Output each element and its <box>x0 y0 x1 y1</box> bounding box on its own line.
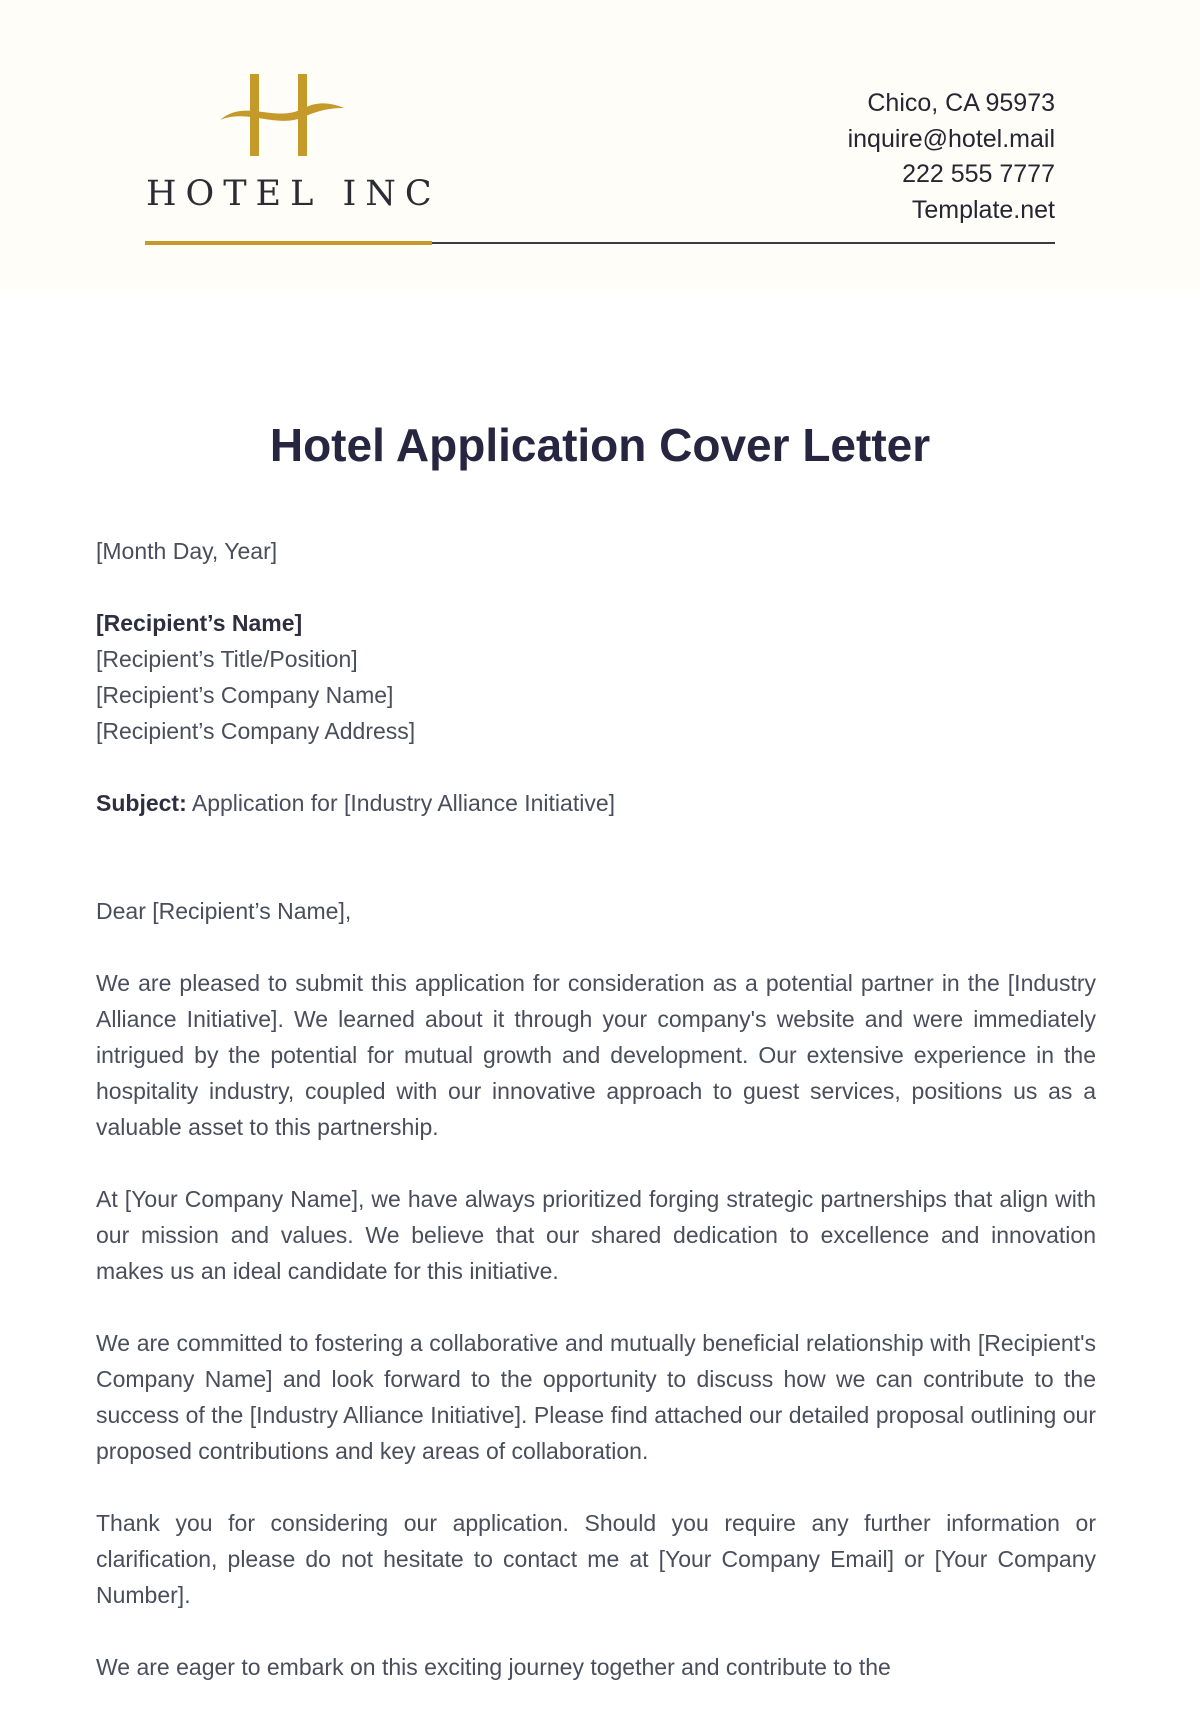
subject-text: Application for [Industry Alliance Initiative] <box>186 790 616 816</box>
subject-label: Subject: <box>96 790 187 816</box>
letter-body <box>96 533 1096 1721</box>
subject-line <box>96 785 1096 821</box>
body-paragraph-2: At [Your Company Name], we have always prioritized forging strategic partnerships that align with our mission and values. We believe that our shared dedication to excellence and innovation makes us an ideal candidate for this initiative. <box>96 1186 1096 1284</box>
contact-website[interactable]: Template.net <box>911 195 1055 224</box>
body-paragraph-1: We are pleased to submit this application for consideration as a potential partner in the [Industry Alliance Initiative]. We learned about it through your company's website and were immediately intrigued by the potential for mutual growth and development. Our extensive experience in the hospitality industry, coupled with our innovative approach to guest services, positions us as a valuable asset to this partnership. <box>96 970 1096 1140</box>
contact-address: Chico, CA 95973 <box>867 89 1055 117</box>
salutation: Dear [Recipient’s Name], <box>96 898 352 924</box>
body-paragraph-3: We are committed to fostering a collaborative and mutually beneficial relationship with [Recipient's Company Name] and look forward to the opportunity to discuss how we can contribute to the success of the [Industry Alliance Initiative]. Please find attached our detailed proposal outlining our proposed contributions and key areas of collaboration. <box>96 1330 1096 1464</box>
contact-phone[interactable]: 222 555 7777 <box>902 160 1055 188</box>
contact-info <box>848 86 1055 228</box>
header-divider-accent <box>145 241 432 245</box>
header-divider <box>432 242 1055 244</box>
recipient-title: [Recipient’s Title/Position] <box>96 646 358 672</box>
letter-date: [Month Day, Year] <box>96 538 278 564</box>
body-paragraph-5: We are eager to embark on this exciting journey together and contribute to the <box>96 1654 891 1680</box>
contact-email[interactable]: inquire@hotel.mail <box>847 124 1055 153</box>
letterhead <box>0 0 1200 290</box>
recipient-address: [Recipient’s Company Address] <box>96 718 416 744</box>
recipient-name: [Recipient’s Name] <box>96 610 303 636</box>
body-paragraph-4: Thank you for considering our application. Should you require any further information or clarification, please do not hesitate to contact me at [Your Company Email] or [Your Company Number]. <box>96 1510 1096 1608</box>
brand-name: HOTEL INC <box>146 174 441 214</box>
page-title: Hotel Application Cover Letter <box>269 419 931 471</box>
recipient-company: [Recipient’s Company Name] <box>96 682 394 708</box>
company-logo <box>146 70 441 220</box>
recipient-block <box>96 605 1096 749</box>
hotel-h-monogram-icon <box>216 74 346 160</box>
